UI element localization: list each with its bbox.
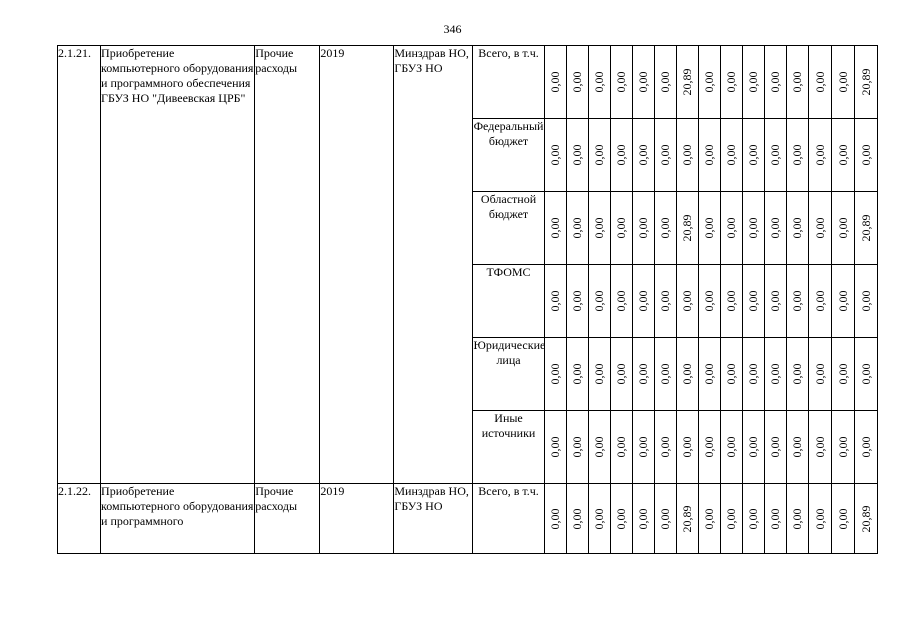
amount-value: 0,00: [680, 144, 695, 166]
amount-value: 0,00: [790, 290, 805, 312]
amount-cell: [544, 411, 566, 484]
amount-value: 0,00: [702, 436, 717, 458]
amount-cell: [854, 265, 877, 338]
funding-source-cell: Всего, в т.ч.: [473, 46, 544, 119]
amount-cell: [588, 411, 610, 484]
amount-cell: [764, 192, 786, 265]
amount-value: 0,00: [636, 436, 651, 458]
amount-value: 0,00: [680, 363, 695, 385]
amount-value: 0,00: [746, 290, 761, 312]
amount-cell: [854, 192, 877, 265]
amount-cell: [654, 338, 676, 411]
amount-value: 0,00: [702, 144, 717, 166]
amount-cell: [854, 46, 877, 119]
page-number: 346: [443, 22, 462, 36]
amount-value: 0,00: [570, 436, 585, 458]
amount-cell: [632, 484, 654, 554]
amount-value: 0,00: [548, 508, 563, 529]
amount-cell: [831, 192, 854, 265]
amount-value: 0,00: [858, 363, 873, 385]
amount-value: 20,89: [858, 505, 873, 532]
amount-value: 0,00: [746, 71, 761, 93]
amount-cell: [831, 411, 854, 484]
amount-cell: [831, 338, 854, 411]
amount-cell: [786, 484, 808, 554]
amount-value: 0,00: [768, 217, 783, 239]
amount-cell: [786, 338, 808, 411]
amount-value: 0,00: [746, 436, 761, 458]
amount-cell: [698, 411, 720, 484]
amount-value: 0,00: [790, 71, 805, 93]
executor-cell: Минздрав НО, ГБУЗ НО: [394, 484, 473, 554]
amount-cell: [544, 338, 566, 411]
amount-cell: [610, 46, 632, 119]
amount-value: 0,00: [724, 363, 739, 385]
amount-value: 0,00: [790, 217, 805, 239]
amount-value: 0,00: [790, 363, 805, 385]
amount-value: 0,00: [548, 363, 563, 385]
amount-cell: [698, 265, 720, 338]
amount-cell: [588, 46, 610, 119]
amount-value: 0,00: [768, 144, 783, 166]
amount-cell: [610, 338, 632, 411]
amount-value: 0,00: [658, 217, 673, 239]
amount-value: 0,00: [746, 144, 761, 166]
amount-cell: [676, 46, 698, 119]
amount-value: 0,00: [570, 363, 585, 385]
amount-value: 0,00: [592, 363, 607, 385]
amount-value: 0,00: [812, 290, 827, 312]
funding-source-cell: Всего, в т.ч.: [473, 484, 544, 554]
amount-cell: [742, 484, 764, 554]
amount-cell: [720, 338, 742, 411]
amount-value: 0,00: [614, 71, 629, 93]
amount-value: 0,00: [614, 508, 629, 529]
expense-type-cell: Прочие расходы: [255, 484, 320, 554]
amount-value: 0,00: [768, 71, 783, 93]
item-number-cell: 2.1.21.: [58, 46, 101, 484]
amount-value: 0,00: [548, 71, 563, 93]
funding-source-cell: Областной бюджет: [473, 192, 544, 265]
amount-cell: [831, 484, 854, 554]
amount-cell: [544, 119, 566, 192]
amount-value: 0,00: [592, 217, 607, 239]
amount-cell: [610, 192, 632, 265]
table-row: [58, 484, 878, 554]
amount-value: 0,00: [548, 436, 563, 458]
amount-value: 0,00: [636, 363, 651, 385]
amount-value: 0,00: [592, 290, 607, 312]
amount-cell: [610, 119, 632, 192]
amount-value: 0,00: [835, 508, 850, 529]
amount-value: 0,00: [702, 71, 717, 93]
amount-value: 0,00: [790, 144, 805, 166]
amount-cell: [786, 192, 808, 265]
amount-cell: [808, 338, 831, 411]
amount-cell: [764, 338, 786, 411]
amount-value: 0,00: [768, 436, 783, 458]
amount-cell: [742, 192, 764, 265]
table-row: [58, 46, 878, 119]
amount-value: 0,00: [746, 508, 761, 529]
amount-value: 0,00: [790, 436, 805, 458]
amount-cell: [808, 411, 831, 484]
amount-cell: [544, 192, 566, 265]
amount-value: 0,00: [636, 144, 651, 166]
amount-cell: [632, 46, 654, 119]
amount-value: 0,00: [724, 144, 739, 166]
amount-cell: [676, 484, 698, 554]
amount-cell: [786, 46, 808, 119]
amount-value: 0,00: [835, 363, 850, 385]
amount-value: 20,89: [680, 68, 695, 96]
amount-cell: [698, 338, 720, 411]
amount-value: 0,00: [746, 217, 761, 239]
amount-cell: [720, 192, 742, 265]
amount-cell: [610, 484, 632, 554]
amount-cell: [544, 265, 566, 338]
amount-cell: [742, 338, 764, 411]
funding-source-cell: Иные источники: [473, 411, 544, 484]
amount-cell: [720, 411, 742, 484]
amount-value: 0,00: [812, 363, 827, 385]
amount-value: 0,00: [658, 144, 673, 166]
amount-cell: [610, 411, 632, 484]
amount-cell: [588, 265, 610, 338]
amount-value: 0,00: [812, 436, 827, 458]
amount-cell: [654, 119, 676, 192]
amount-cell: [720, 46, 742, 119]
amount-value: 0,00: [592, 144, 607, 166]
amount-cell: [676, 192, 698, 265]
amount-cell: [632, 119, 654, 192]
amount-value: 0,00: [768, 363, 783, 385]
amount-value: 0,00: [592, 436, 607, 458]
amount-value: 0,00: [835, 71, 850, 93]
amount-cell: [698, 119, 720, 192]
amount-value: 0,00: [702, 217, 717, 239]
amount-cell: [566, 46, 588, 119]
amount-value: 0,00: [658, 363, 673, 385]
amount-cell: [632, 338, 654, 411]
amount-value: 0,00: [570, 144, 585, 166]
amount-cell: [566, 192, 588, 265]
amount-value: 0,00: [746, 363, 761, 385]
amount-value: 0,00: [702, 363, 717, 385]
amount-cell: [544, 484, 566, 554]
amount-cell: [698, 192, 720, 265]
amount-cell: [676, 338, 698, 411]
amount-cell: [698, 46, 720, 119]
amount-value: 0,00: [592, 71, 607, 93]
amount-cell: [808, 46, 831, 119]
expense-type-cell: Прочие расходы: [255, 46, 320, 484]
amount-value: 0,00: [724, 436, 739, 458]
amount-cell: [831, 46, 854, 119]
executor-cell: Минздрав НО, ГБУЗ НО: [394, 46, 473, 484]
amount-cell: [742, 46, 764, 119]
amount-cell: [764, 484, 786, 554]
amount-value: 0,00: [702, 508, 717, 529]
amount-value: 0,00: [548, 217, 563, 239]
amount-cell: [808, 192, 831, 265]
amount-value: 0,00: [614, 290, 629, 312]
amount-value: 0,00: [858, 144, 873, 166]
amount-value: 0,00: [614, 436, 629, 458]
amount-value: 0,00: [570, 508, 585, 529]
amount-cell: [698, 484, 720, 554]
table-body: [58, 46, 878, 554]
year-cell: 2019: [320, 484, 394, 554]
amount-value: 0,00: [835, 217, 850, 239]
amount-value: 0,00: [790, 508, 805, 529]
amount-cell: [786, 265, 808, 338]
amount-cell: [544, 46, 566, 119]
amount-cell: [808, 119, 831, 192]
amount-cell: [654, 411, 676, 484]
amount-cell: [566, 119, 588, 192]
amount-value: 20,89: [858, 68, 873, 96]
amount-value: 0,00: [724, 217, 739, 239]
funding-source-cell: ТФОМС: [473, 265, 544, 338]
amount-cell: [632, 265, 654, 338]
amount-cell: [764, 265, 786, 338]
amount-cell: [854, 484, 877, 554]
funding-source-cell: Юридические лица: [473, 338, 544, 411]
amount-value: 0,00: [835, 290, 850, 312]
amount-cell: [764, 119, 786, 192]
amount-cell: [786, 119, 808, 192]
amount-cell: [742, 411, 764, 484]
amount-cell: [654, 46, 676, 119]
amount-value: 0,00: [812, 71, 827, 93]
amount-cell: [764, 46, 786, 119]
amount-value: 0,00: [724, 71, 739, 93]
funding-source-cell: Федеральный бюджет: [473, 119, 544, 192]
amount-value: 0,00: [812, 144, 827, 166]
amount-cell: [654, 192, 676, 265]
amount-cell: [610, 265, 632, 338]
amount-cell: [588, 484, 610, 554]
amount-cell: [720, 484, 742, 554]
amount-value: 0,00: [614, 217, 629, 239]
amount-value: 0,00: [680, 290, 695, 312]
amount-cell: [764, 411, 786, 484]
year-cell: 2019: [320, 46, 394, 484]
amount-value: 0,00: [724, 508, 739, 529]
amount-value: 0,00: [658, 436, 673, 458]
amount-cell: [632, 192, 654, 265]
amount-cell: [566, 484, 588, 554]
amount-value: 0,00: [858, 290, 873, 312]
amount-cell: [676, 265, 698, 338]
amount-cell: [566, 265, 588, 338]
amount-cell: [786, 411, 808, 484]
amount-cell: [720, 119, 742, 192]
amount-cell: [566, 338, 588, 411]
amount-value: 0,00: [570, 71, 585, 93]
amount-cell: [831, 265, 854, 338]
amount-value: 0,00: [614, 363, 629, 385]
amount-cell: [654, 265, 676, 338]
amount-cell: [808, 484, 831, 554]
amount-value: 0,00: [680, 436, 695, 458]
amount-cell: [831, 119, 854, 192]
item-number-cell: 2.1.22.: [58, 484, 101, 554]
amount-cell: [808, 265, 831, 338]
amount-value: 20,89: [680, 214, 695, 242]
amount-cell: [742, 119, 764, 192]
amount-cell: [720, 265, 742, 338]
amount-cell: [566, 411, 588, 484]
amount-value: 20,89: [858, 214, 873, 242]
amount-cell: [588, 119, 610, 192]
amount-value: 0,00: [812, 217, 827, 239]
amount-value: 0,00: [570, 217, 585, 239]
amount-value: 0,00: [636, 217, 651, 239]
amount-value: 0,00: [658, 71, 673, 93]
amount-value: 0,00: [835, 436, 850, 458]
amount-cell: [742, 265, 764, 338]
amount-cell: [854, 411, 877, 484]
budget-table: [57, 45, 878, 554]
amount-cell: [854, 338, 877, 411]
amount-value: 0,00: [658, 508, 673, 529]
amount-value: 0,00: [636, 71, 651, 93]
amount-cell: [588, 338, 610, 411]
amount-value: 0,00: [858, 436, 873, 458]
amount-value: 0,00: [812, 508, 827, 529]
amount-value: 0,00: [768, 508, 783, 529]
amount-cell: [654, 484, 676, 554]
amount-value: 0,00: [592, 508, 607, 529]
amount-value: 0,00: [724, 290, 739, 312]
amount-value: 0,00: [768, 290, 783, 312]
amount-cell: [588, 192, 610, 265]
amount-value: 0,00: [835, 144, 850, 166]
amount-value: 0,00: [548, 290, 563, 312]
amount-value: 0,00: [658, 290, 673, 312]
amount-value: 0,00: [636, 290, 651, 312]
amount-cell: [854, 119, 877, 192]
amount-value: 0,00: [570, 290, 585, 312]
amount-cell: [676, 411, 698, 484]
amount-value: 0,00: [614, 144, 629, 166]
amount-value: 20,89: [680, 505, 695, 532]
amount-value: 0,00: [702, 290, 717, 312]
amount-value: 0,00: [636, 508, 651, 529]
amount-cell: [676, 119, 698, 192]
amount-value: 0,00: [548, 144, 563, 166]
item-name-cell: Приобретение компьютерного оборудования и программного: [101, 484, 255, 554]
item-name-cell: Приобретение компьютерного оборудования и программного обеспечения ГБУЗ НО "Дивеевская ЦРБ": [101, 46, 255, 484]
amount-cell: [632, 411, 654, 484]
